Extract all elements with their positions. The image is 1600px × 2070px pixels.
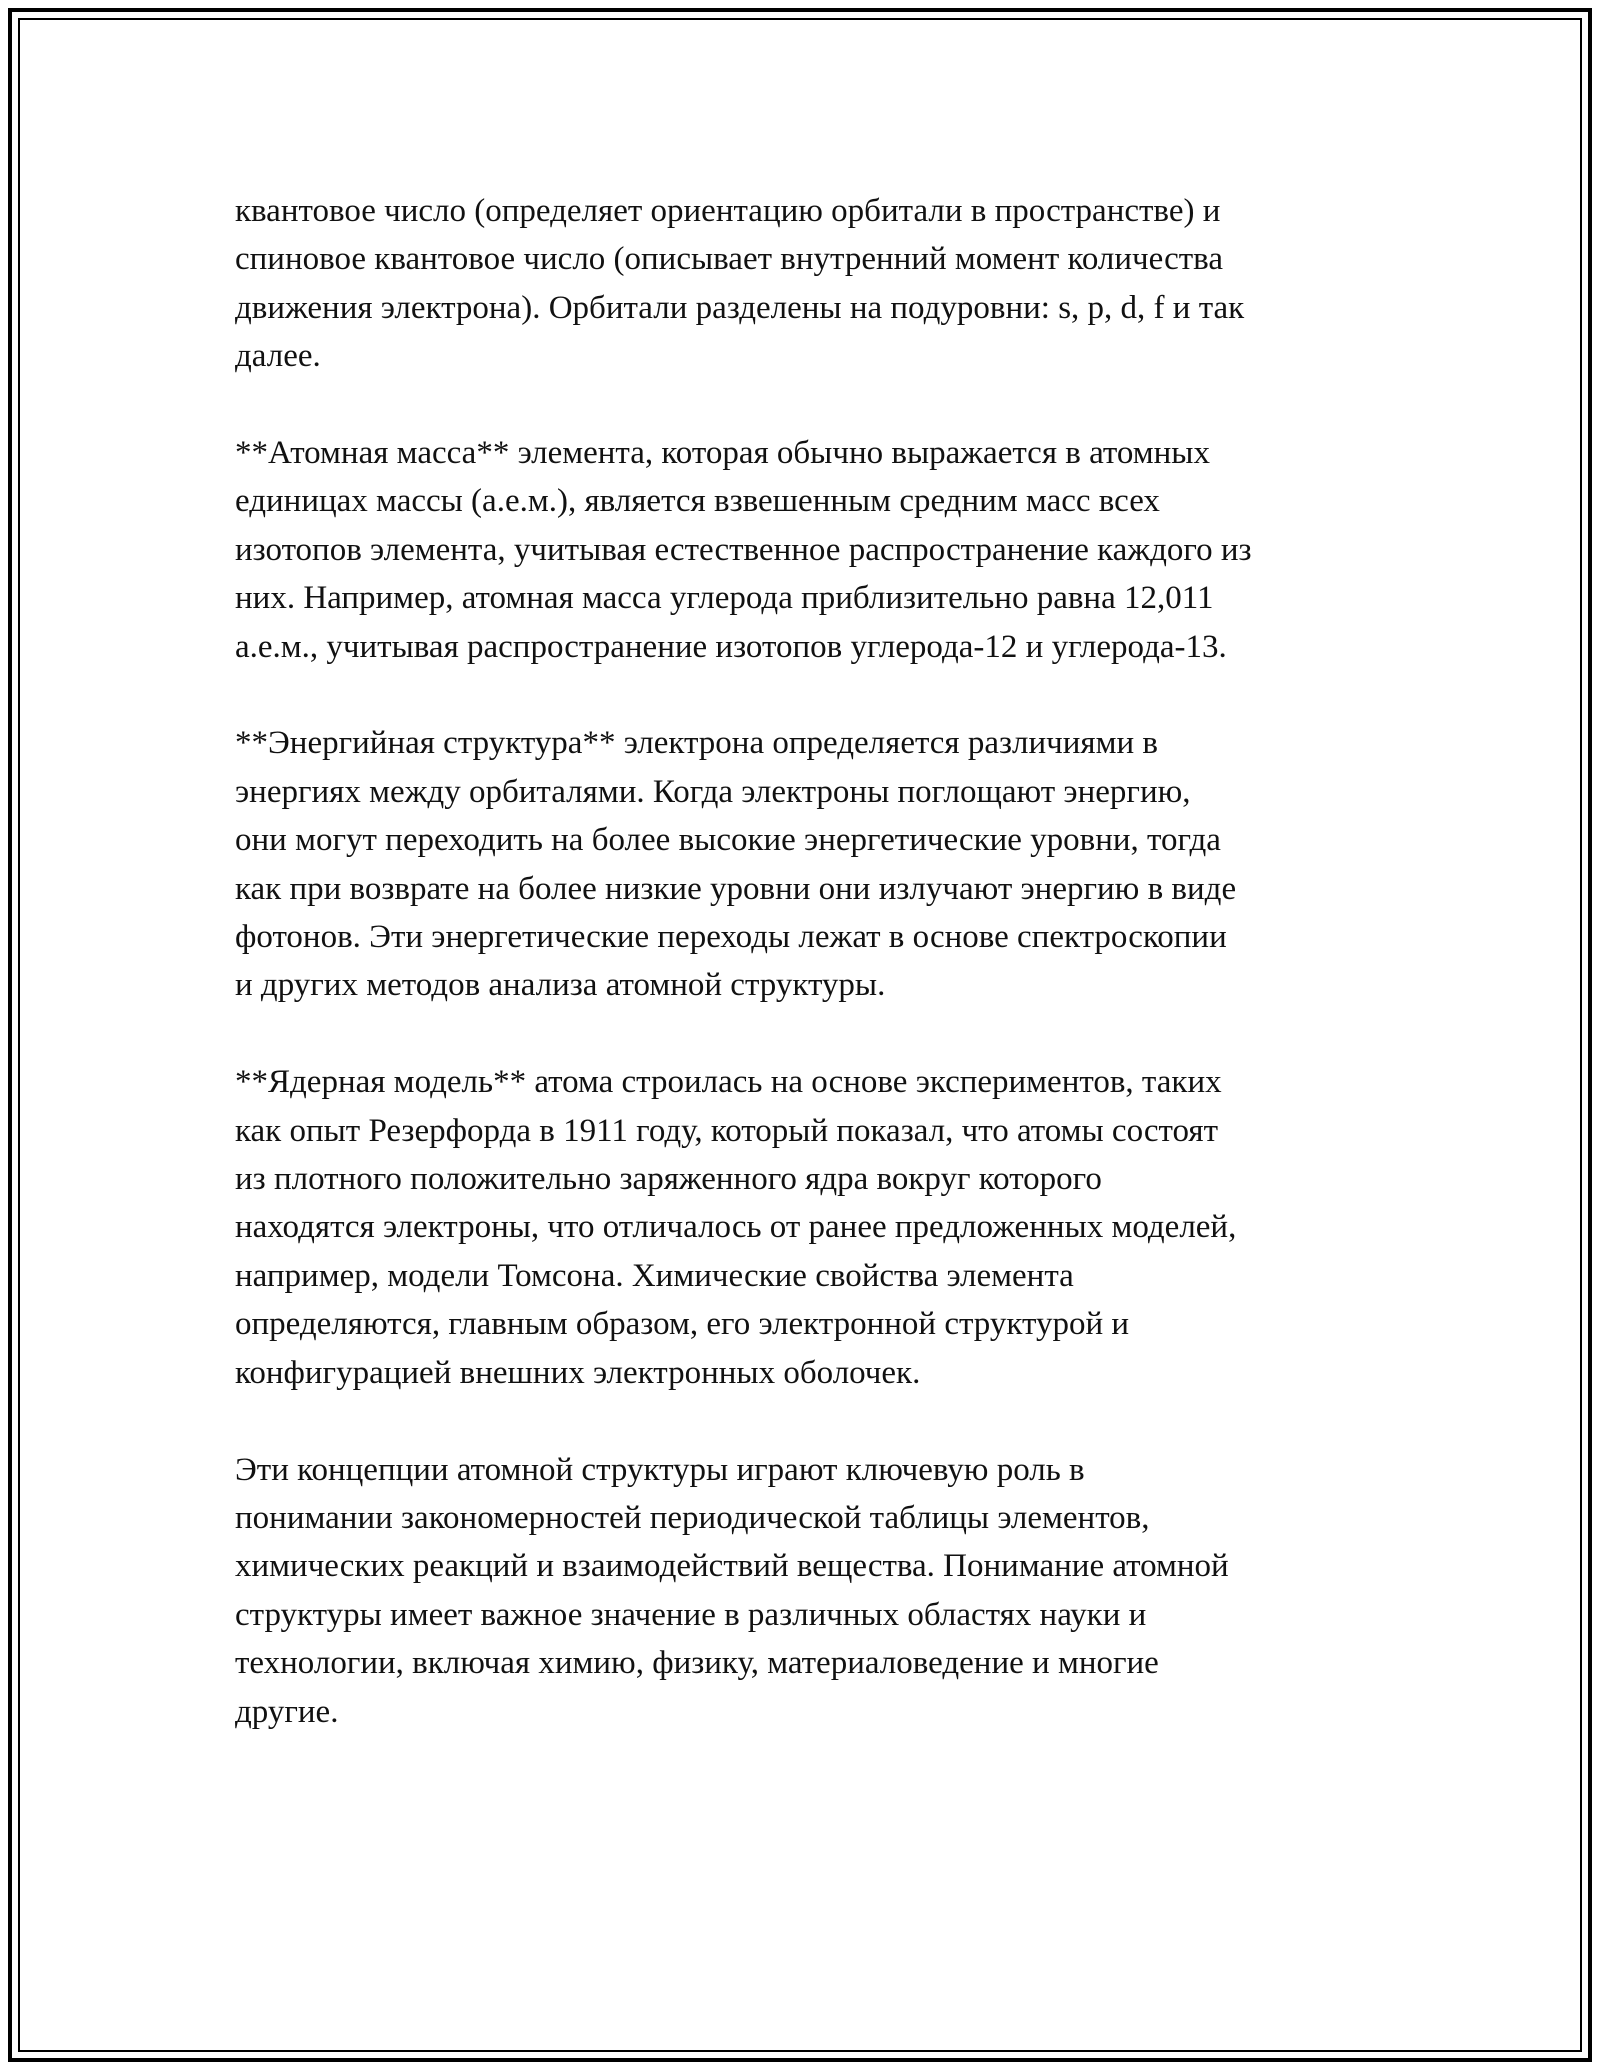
paragraph-conclusion	[235, 1446, 1385, 1736]
text-line: другие.	[235, 1693, 339, 1730]
text-line: конфигурацией внешних электронных оболочек.	[235, 1354, 921, 1391]
paragraph-spacer	[235, 671, 1385, 719]
text-line: например, модели Томсона. Химические свойства элемента	[235, 1257, 1074, 1294]
text-line: спиновое квантовое число (описывает внутренний момент количества	[235, 241, 1223, 278]
text-line: технологии, включая химию, физику, материаловедение и многие	[235, 1645, 1159, 1682]
text-line: далее.	[235, 338, 321, 375]
text-line: Эти концепции атомной структуры играют ключевую роль в	[235, 1451, 1085, 1488]
text-line: **Энергийная структура** электрона определяется различиями в	[235, 725, 1158, 762]
text-line: химических реакций и взаимодействий вещества. Понимание атомной	[235, 1548, 1229, 1585]
text-line: **Ядерная модель** атома строилась на основе экспериментов, таких	[235, 1064, 1222, 1101]
text-line: а.е.м., учитывая распространение изотопов углерода-12 и углерода-13.	[235, 628, 1227, 665]
text-line: них. Например, атомная масса углерода приблизительно равна 12,011	[235, 580, 1214, 617]
paragraph-spacer	[235, 381, 1385, 429]
text-line: фотонов. Эти энергетические переходы лежат в основе спектроскопии	[235, 919, 1227, 956]
text-line: и других методов анализа атомной структуры.	[235, 967, 886, 1004]
text-line: находятся электроны, что отличалось от ранее предложенных моделей,	[235, 1209, 1237, 1246]
text-line: определяются, главным образом, его электронной структурой и	[235, 1306, 1130, 1343]
paragraph-energy-structure	[235, 719, 1385, 1009]
text-line: энергиях между орбиталями. Когда электроны поглощают энергию,	[235, 773, 1191, 810]
paragraph-spacer	[235, 1397, 1385, 1445]
text-line: изотопов элемента, учитывая естественное распространение каждого из	[235, 531, 1252, 568]
paragraph-nuclear-model	[235, 1058, 1385, 1397]
text-line: единицах массы (а.е.м.), является взвешенным средним масс всех	[235, 483, 1160, 520]
paragraph-atomic-mass	[235, 429, 1385, 671]
text-line: из плотного положительно заряженного ядра вокруг которого	[235, 1161, 1102, 1198]
text-line: движения электрона). Орбитали разделены на подуровни: s, p, d, f и так	[235, 289, 1245, 326]
paragraph-quantum-numbers	[235, 187, 1385, 381]
paragraph-spacer	[235, 1010, 1385, 1058]
text-line: **Атомная масса** элемента, которая обычно выражается в атомных	[235, 435, 1210, 472]
text-line: как опыт Резерфорда в 1911 году, который показал, что атомы состоят	[235, 1112, 1218, 1149]
document-body	[235, 187, 1385, 1736]
text-line: как при возврате на более низкие уровни они излучают энергию в виде	[235, 870, 1237, 907]
text-line: они могут переходить на более высокие энергетические уровни, тогда	[235, 822, 1221, 859]
text-line: понимании закономерностей периодической таблицы элементов,	[235, 1499, 1150, 1536]
text-line: структуры имеет важное значение в различных областях науки и	[235, 1596, 1147, 1633]
text-line: квантовое число (определяет ориентацию орбитали в пространстве) и	[235, 193, 1221, 229]
